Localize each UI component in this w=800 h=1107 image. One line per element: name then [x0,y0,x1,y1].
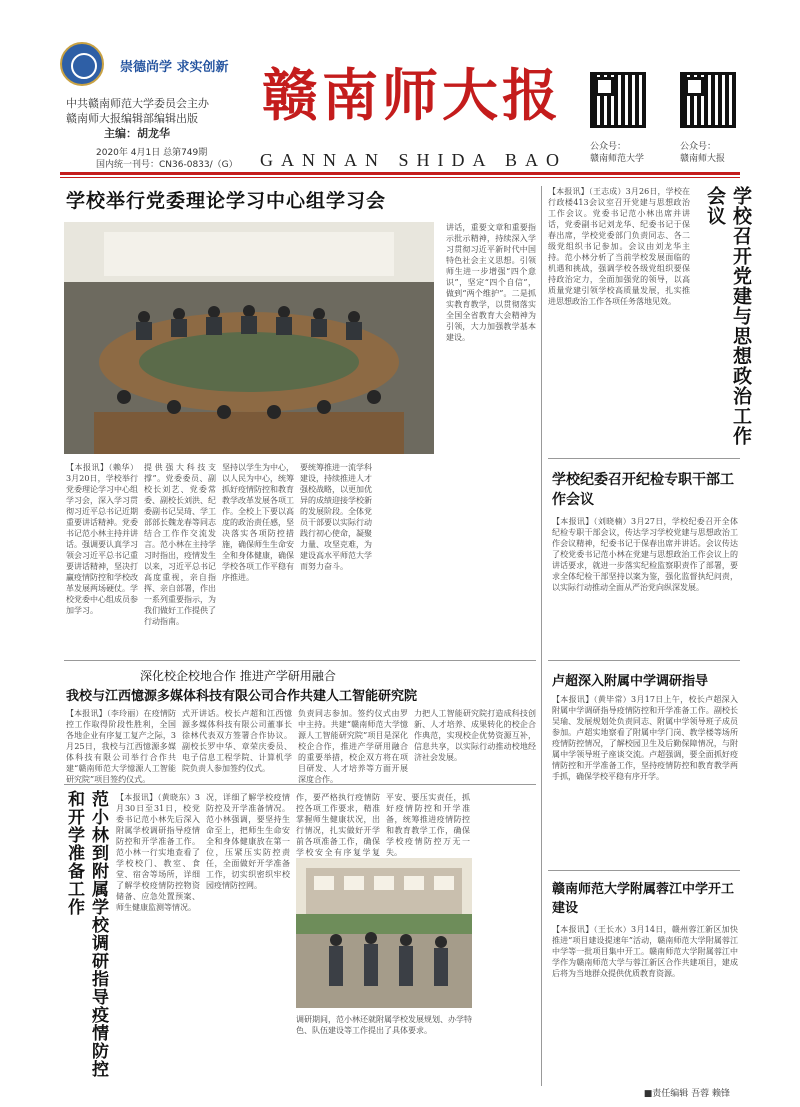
meeting-photo [64,222,434,454]
article-2-kicker: 深化校企校地合作 推进产学研用融合 [140,669,336,683]
side-3-body: 【本报讯】（黄毕常）3月17日上午，校长卢超深入附属中学调研指导疫情防控和开学准备工作。副校长吴瑜、发展规划处负责同志、附属中学领导班子成员参加。卢超实地察看了附属中学门岗、教学楼等场所疫情防控情况，了解校园卫生及后勤保障情况，与附属中学领导班子座谈交流。卢超强调，要全面抓好疫情防控和开学准备工作，坚持疫情防控和教育教学两手抓，确保学校平稳有序开学。 [552,695,738,781]
article-3-vertical-headline: 范小林到附属学校调研指导疫情防控和开学准备工作 [64,790,108,1078]
article-1-headline: 学校举行党委理论学习中心组学习会 [66,190,387,212]
side-3-headline: 卢超深入附属中学调研指导 [552,674,709,689]
cn-number: 国内统一刊号：CN36-0833/（G） [96,160,238,170]
masthead-rule [60,172,740,175]
article-2-col-3: 负责同志参加。签约仪式由罗中主持。共建“赣南师范大学憶源人工智能研究院”项目是深化校企合作，推进产学研用融合的重要举措，校企双方将在项目研发、人才培养等方面开展深度合作。 [298,709,408,784]
article-3-col-4: 平安、要压实责任，抓好疫情防控和开学准备，统筹推进疫情防控和教育教学工作，确保学校疫情防控万无一失。 [386,793,470,857]
column-divider [541,186,542,1086]
sponsor-info [66,96,209,141]
qr-caption-2-label: 公众号： [680,142,717,152]
article-1-col-2: 提供强大科技支撑”。党委委员、副校长刘艺、党委常委、副校长刘洪、纪委副书记吴琦、学工部部长魏龙春等同志结合工作作交流发言。范小林在主持学习时指出，疫情发生以来，习近平总书记高度重视，亲自指挥、亲自部署，作出一系列重要指示，为我们做好工作提供了行动指南。 [144,463,216,626]
inspection-photo [296,858,472,1008]
side-1-vertical-headline: 学校召开党建与思想政治工作会议 [704,186,752,446]
masthead-rule-thin [60,177,740,178]
article-1-col-5: 要统筹推进一流学科建设，持续推进人才强校战略，以更加优异的成绩迎接学校新的发展阶段。全体党员干部要以实际行动践行初心使命，凝聚力量、攻坚克难，为建设高水平师范大学而努力奋斗。 [300,463,372,571]
section-divider [64,660,536,661]
date-issue: 2020年 4月1日 总第749期 [96,148,208,158]
editor-in-chief: 主编：胡龙华 [104,127,170,140]
sponsor-line-1: 中共赣南师范大学委员会主办 [66,97,209,110]
side-2-headline: 学校纪委召开纪检专职干部工作会议 [552,472,734,508]
newspaper-pinyin: GANNAN SHIDA BAO [260,150,568,170]
qr-caption-1 [590,141,644,165]
section-divider [548,458,740,459]
section-divider [548,870,740,871]
university-logo [60,42,104,86]
article-3-col-3: 作，要严格执行疫情防控各项工作要求，精准掌握师生健康状况，出行情况，扎实做好开学前各项准备工作，确保学校安全有序复学复 [296,793,380,857]
section-divider [548,660,740,661]
qr-caption-1-name: 赣南师范大学 [590,154,645,164]
motto: 崇德尚学 求实创新 [120,60,229,75]
newspaper-title: 赣南师大报 [262,63,562,129]
section-divider [64,784,536,785]
qr-caption-1-label: 公众号： [590,142,627,152]
masthead [0,0,800,178]
qr-caption-2 [680,141,725,165]
side-4-body: 【本报讯】（王长水）3月14日，赣州蓉江新区加快推进“项目建设提速年”活动，赣南师范大学附属蓉江中学等一批项目集中开工。赣南师范大学附属蓉江中学作为赣南师范大学与蓉江新区合作共建项目，建成后将为当地群众提供优质教育资源。 [552,925,738,978]
qr-caption-2-name: 赣南师大报 [680,154,726,164]
article-2-col-1: 【本报讯】（李玲丽）在疫情防控工作取得阶段性胜利，全国各地企业有序复工复产之际，3月25日，我校与江西憶源多媒体科技有限公司举行合作共建“赣南师范大学憶源人工智能研究院”项目签约仪式。 [66,709,176,784]
article-2-col-4: 力把人工智能研究院打造成科技创新、人才培养、成果转化的校企合作典范，实现校企优势资源互补，信息共享，以实际行动推动校地经济社会发展。 [414,709,536,762]
article-3-col-2: 况，详细了解学校疫情防控及开学准备情况。范小林强调，要坚持生命至上，把师生生命安全和身体健康放在第一位，压紧压实防控责任，全面做好开学准备工作，切实织密织牢校园疫情防控网。 [206,793,290,890]
qr-code-icon [680,72,736,128]
edition-info [96,147,238,171]
article-3-tail: 调研期间，范小林还就附属学校发展规划、办学特色、队伍建设等工作提出了具体要求。 [296,1015,472,1035]
side-2-body: 【本报讯】（刘晓楠）3月27日，学校纪委召开全体纪检专职干部会议，传达学习学校党建与思想政治工作会议精神，纪委书记于保春出席并讲话。会议传达了校党委书记范小林在党建与思想政治工作会议上的讲话要求，就进一步落实纪检监察职责作了部署，要求全体纪检干部坚持以案为鉴，强化监督执纪问责，以实际行动推动全面从严治党向纵深发展。 [552,517,738,592]
side-1-body: 【本报讯】（王志成）3月26日，学校在行政楼413会议室召开党建与思想政治工作会议。党委书记范小林出席并讲话，党委副书记刘龙华、纪委书记于保春出席，学校党委部门负责同志、各二级党组织书记参加。会议由刘龙华主持。范小林分析了当前学校发展面临的机遇和挑战，强调学校各级党组织要保持政治定力，全面加强党的领导，以高质量党建引领学校高质量发展，扎实推进思想政治工作各项任务落地见效。 [548,187,690,306]
responsible-editors: ■责任编辑 吾蓉 赖锋 [643,1089,730,1099]
qr-code-icon [590,72,646,128]
article-1-col-1: 【本报讯】（赖华）3月20日，学校举行党委理论学习中心组学习会，深入学习贯彻习近平总书记近期重要讲话精神。党委书记范小林主持并讲话。强调要认真学习领会习近平总书记重要讲话精神，坚决打赢疫情防控和学校改革发展两场硬仗。学校党委中心组成员参加学习。 [66,463,138,615]
article-3-col-1: 【本报讯】（黄晓东）3月30日至31日，校党委书记范小林先后深入附属学校调研指导疫情防控和开学准备工作。范小林一行实地查看了学校校门、教室、食堂、宿舍等场所，详细了解学校疫情防控物资储备、应急处置预案、师生健康监测等情况。 [116,793,200,912]
article-1-col-3: 坚持以学生为中心，以人民为中心，统筹抓好疫情防控和教育教学改革发展各项工作。全校上下要以高度的政治责任感，坚决落实各项防控措施，确保师生生命安全和身体健康，确保学校各项工作平稳有序推进。 [222,463,294,582]
article-2-col-2: 式开讲话。校长卢超和江西憶源多媒体科技有限公司董事长徐林代表双方签署合作协议。副校长罗中华、章荣庆委员、电子信息工程学院、计算机学院负责人参加签约仪式。 [182,709,292,773]
article-2-headline: 我校与江西憶源多媒体科技有限公司合作共建人工智能研究院 [66,689,418,704]
side-4-headline: 赣南师范大学附属蓉江中学开工建设 [552,882,735,916]
article-1-col-4: 讲话，重要文章和重要指示批示精神，持续深入学习贯彻习近平新时代中国特色社会主义思想。引领师生进一步增强“四个意识”，坚定“四个自信”，做到“两个维护”。二是抓实教育教学，以贯彻落实全国全省教育大会精神为引领，大力加强教学基本建设。 [446,223,536,342]
sponsor-line-2: 赣南师大报编辑部编辑出版 [66,112,198,125]
